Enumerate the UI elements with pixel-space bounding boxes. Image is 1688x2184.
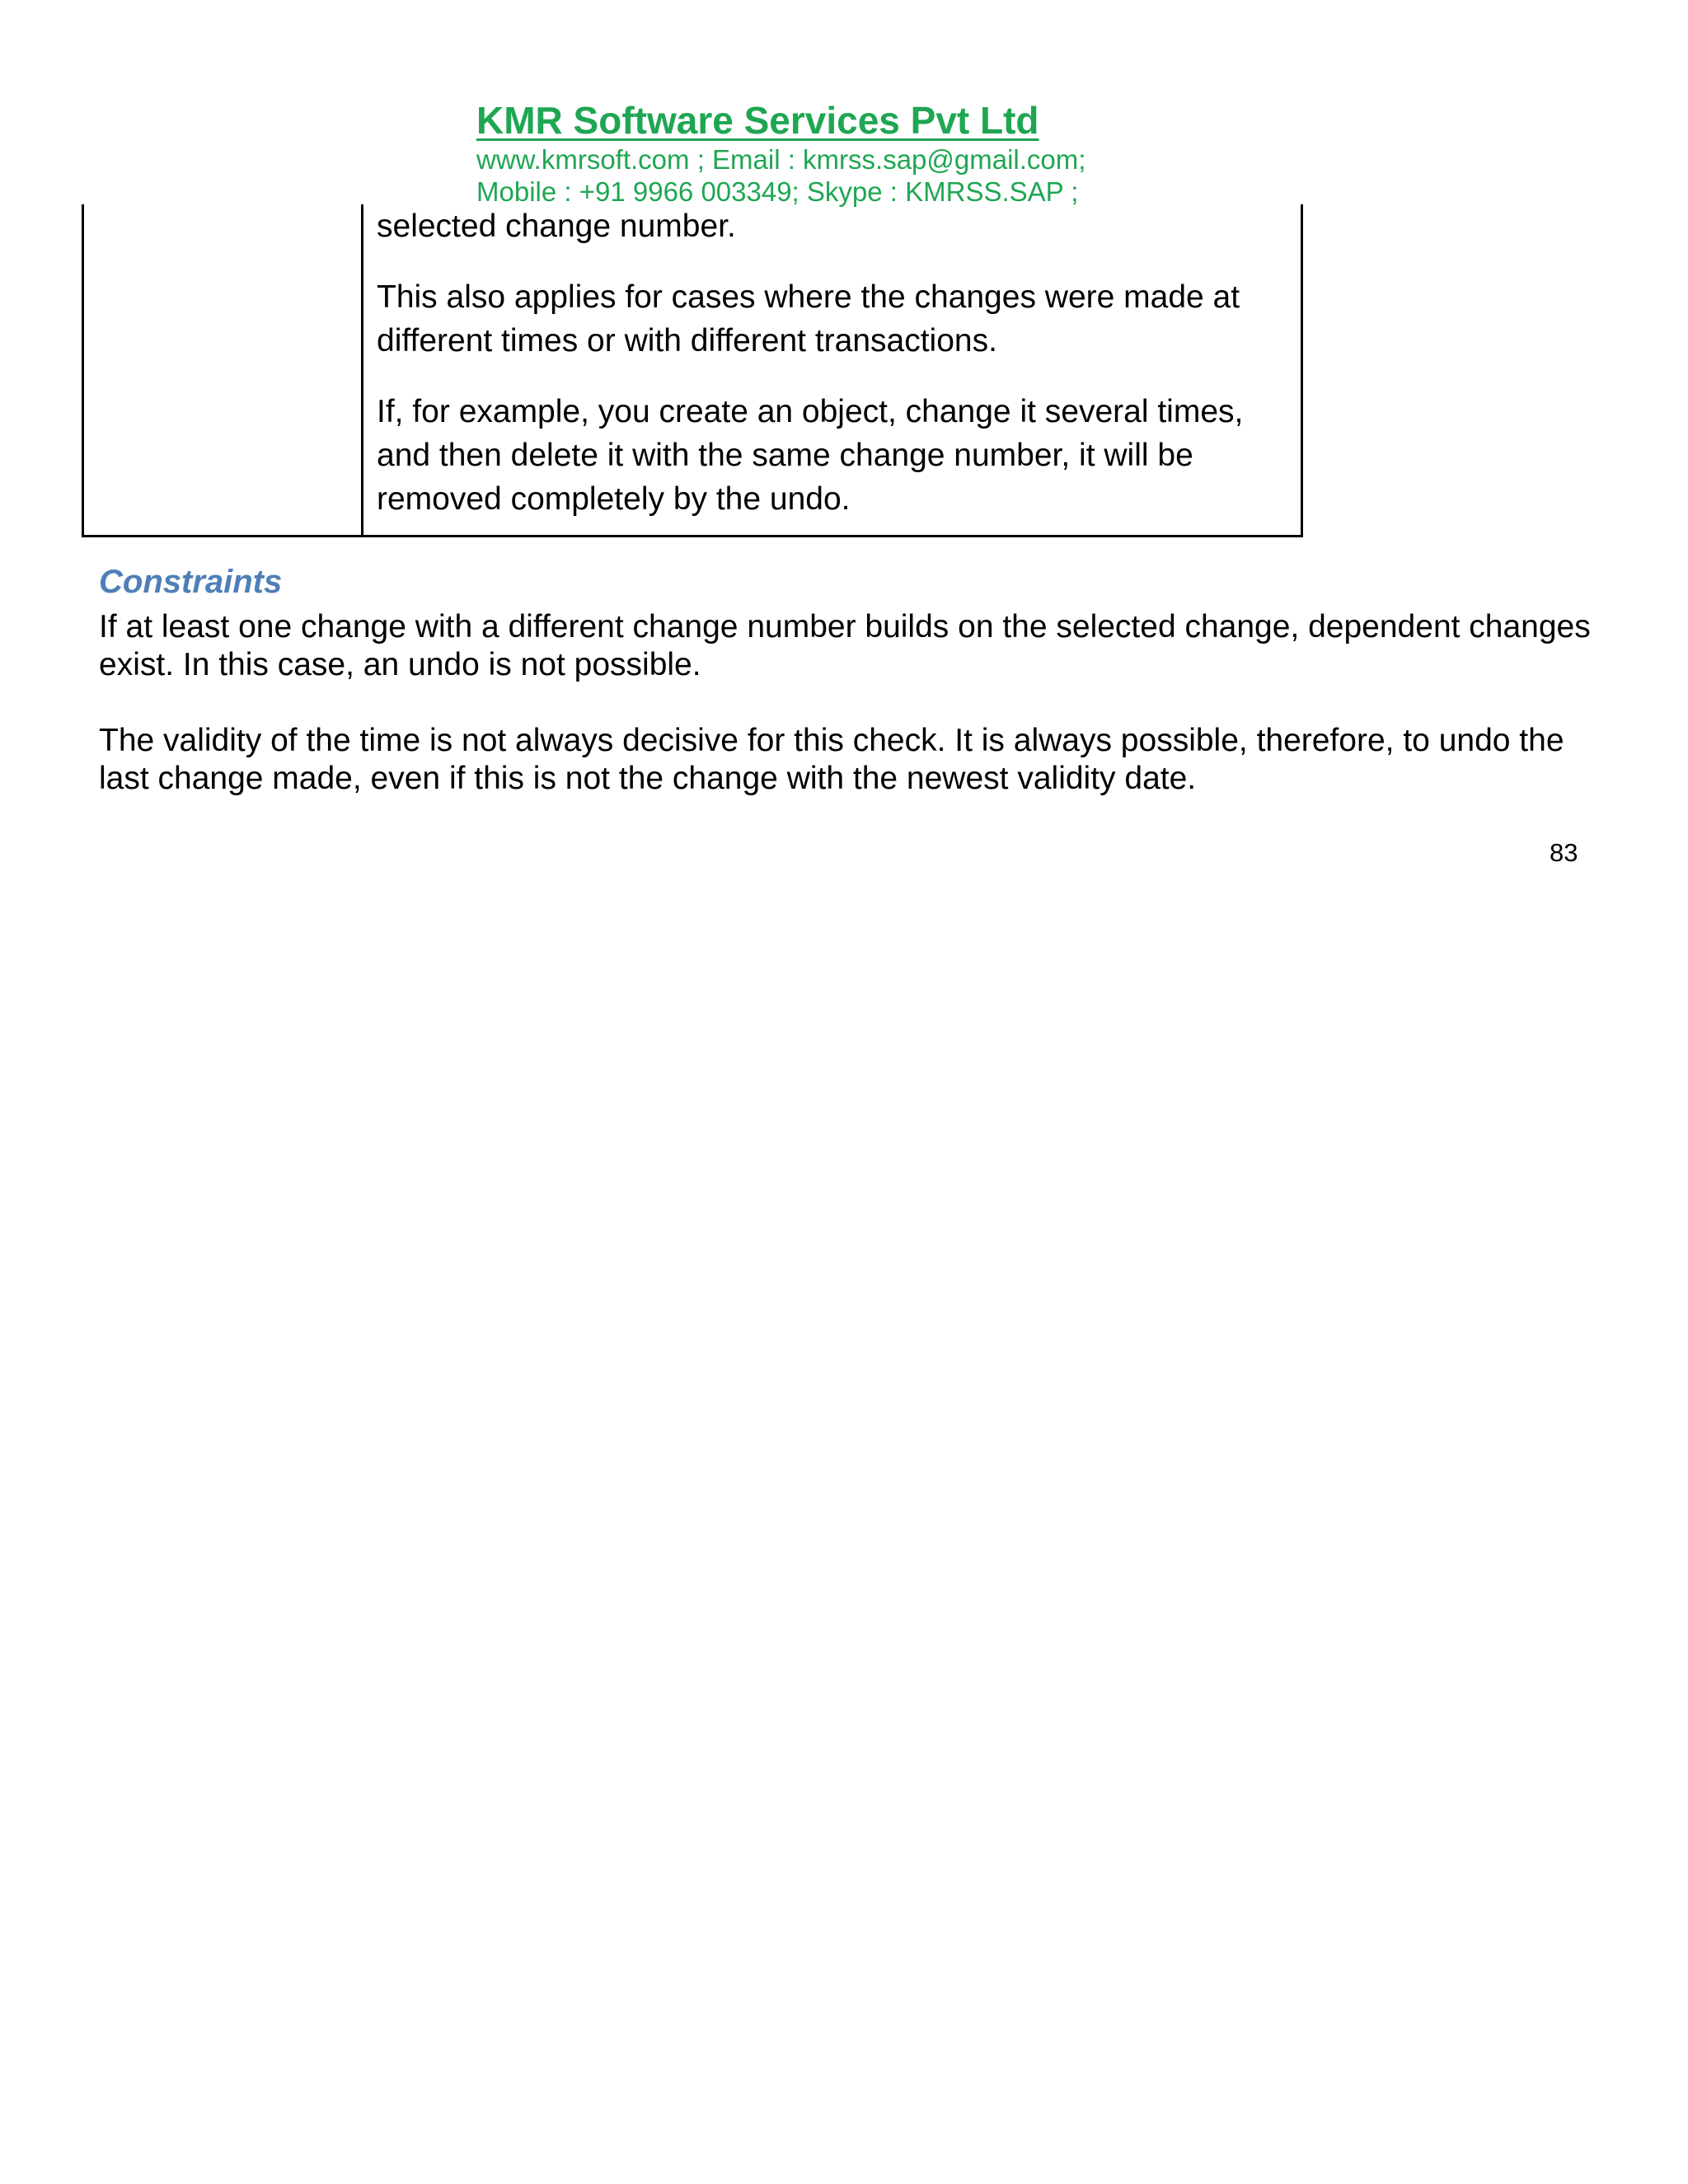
page-header [476, 97, 1218, 208]
cell-paragraph: This also applies for cases where the changes were made at different times or with different transactions. [377, 279, 1240, 359]
body-paragraph: If at least one change with a different change number builds on the selected change, dependent changes exist. In this case, an undo is not possible. [99, 609, 1591, 682]
body-paragraph: The validity of the time is not always decisive for this check. It is always possible, therefore, to undo the last change made, even if this is not the change with the newest validity date. [99, 723, 1564, 796]
cell-paragraph: If, for example, you create an object, change it several times, and then delete it with the same change number, it will be removed completely by the undo. [377, 394, 1244, 517]
table-column-divider [361, 204, 363, 535]
constraints-section [99, 560, 1599, 798]
page-number: 83 [1550, 838, 1578, 867]
contact-line-web-email: www.kmrsoft.com ; Email : kmrss.sap@gmail.com; [476, 144, 1086, 175]
table-description-cell [377, 204, 1292, 521]
cell-paragraph: selected change number. [377, 209, 736, 244]
contact-line-mobile-skype: Mobile : +91 9966 003349; Skype : KMRSS.SAP ; [476, 176, 1079, 207]
company-name: KMR Software Services Pvt Ltd [476, 99, 1039, 142]
description-table [82, 204, 1303, 537]
section-heading: Constraints [99, 564, 283, 600]
